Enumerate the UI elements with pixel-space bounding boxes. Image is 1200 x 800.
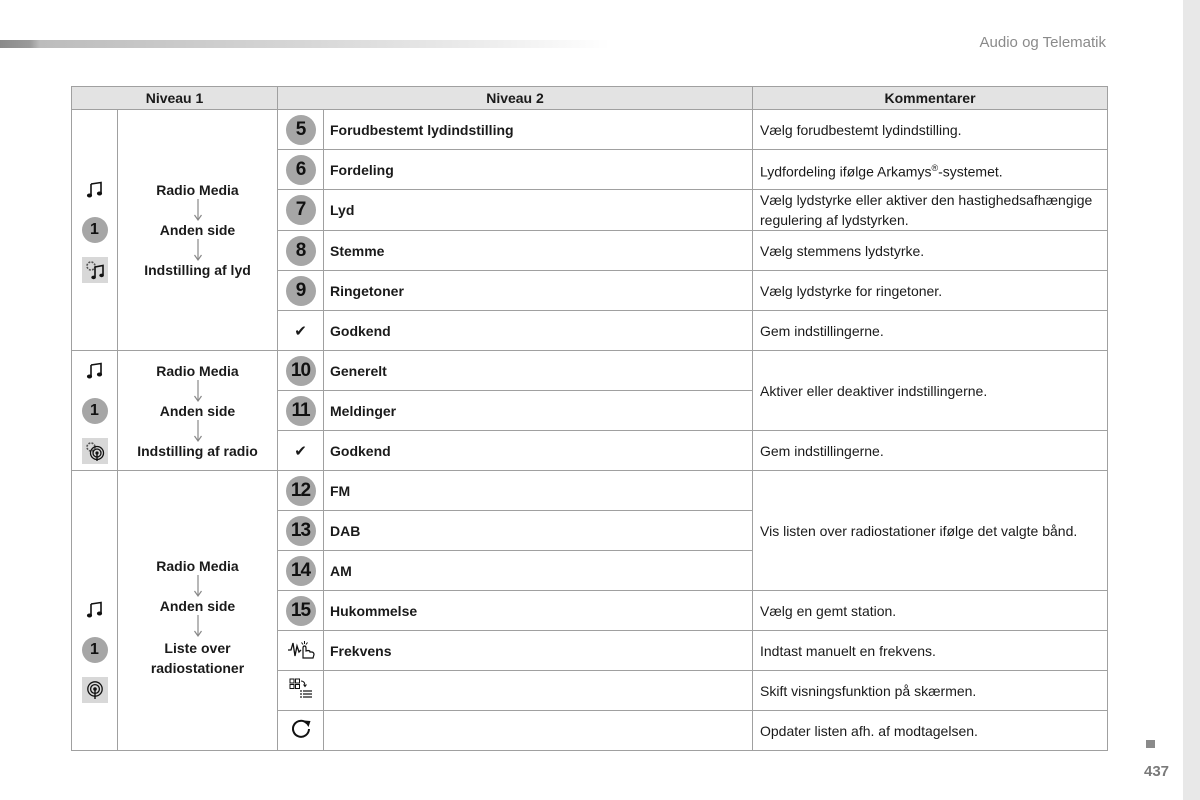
comment-cell: Vælg en gemt station. <box>753 591 1108 631</box>
number-badge: 14 <box>286 556 316 586</box>
column-header-kommentarer: Kommentarer <box>753 87 1108 110</box>
badge-cell <box>278 231 324 271</box>
badge-cell <box>278 271 324 311</box>
page-edge-bar <box>1183 0 1200 800</box>
table-row <box>72 351 1108 391</box>
path-step-radio-media: Radio Media <box>156 362 239 379</box>
comment-cell: Opdater listen afh. af modtagelsen. <box>753 711 1108 751</box>
option-label: DAB <box>324 511 753 551</box>
comment-cell: Vælg lydstyrke eller aktiver den hastighedsafhængige regulering af lydstyrken. <box>753 190 1108 231</box>
page-marker <box>1146 740 1155 748</box>
group-3-path <box>118 471 278 751</box>
music-note-icon <box>82 358 108 384</box>
radio-settings-icon <box>82 438 108 464</box>
table-header-row <box>72 87 1108 110</box>
header-decor-bar <box>0 40 610 48</box>
badge-cell <box>278 110 324 150</box>
option-label: FM <box>324 471 753 511</box>
badge-cell <box>278 591 324 631</box>
frequency-hand-icon <box>287 638 315 660</box>
number-badge: 15 <box>286 596 316 626</box>
badge-cell <box>278 391 324 431</box>
number-badge: 7 <box>286 195 316 225</box>
path-step-anden-side: Anden side <box>159 222 236 238</box>
arrow-down-icon <box>193 574 203 598</box>
comment-cell: Gem indstillingerne. <box>753 311 1108 351</box>
number-badge: 13 <box>286 516 316 546</box>
comment-cell: Vælg forudbestemt lydindstilling. <box>753 110 1108 150</box>
comment-cell: Gem indstillingerne. <box>753 431 1108 471</box>
arrow-down-icon <box>193 379 203 403</box>
column-header-niveau-2: Niveau 2 <box>278 87 753 110</box>
page-1-badge: 1 <box>82 637 108 663</box>
path-step-anden-side: Anden side <box>159 402 236 419</box>
option-label: Hukommelse <box>324 591 753 631</box>
arrow-down-icon <box>193 419 203 443</box>
badge-cell <box>278 311 324 351</box>
arrow-down-icon <box>193 238 203 262</box>
badge-cell <box>278 471 324 511</box>
table-row <box>72 471 1108 511</box>
badge-cell <box>278 150 324 190</box>
group-2-path <box>118 351 278 471</box>
badge-cell <box>278 511 324 551</box>
page-number: 437 <box>1144 763 1170 780</box>
badge-cell <box>278 711 324 751</box>
comment-cell: Vælg stemmens lydstyrke. <box>753 231 1108 271</box>
path-step-indstilling-af-lyd: Indstilling af lyd <box>144 262 251 278</box>
option-label: Ringetoner <box>324 271 753 311</box>
comment-cell: Vælg lydstyrke for ringetoner. <box>753 271 1108 311</box>
page-1-badge: 1 <box>82 217 108 243</box>
comment-cell: Aktiver eller deaktiver indstillingerne. <box>753 351 1108 431</box>
option-label: Godkend <box>324 431 753 471</box>
path-step-liste-over-radiostationer: Liste over radiostationer <box>150 640 245 676</box>
option-label: Generelt <box>324 351 753 391</box>
comment-cell: Skift visningsfunktion på skærmen. <box>753 671 1108 711</box>
number-badge: 12 <box>286 476 316 506</box>
display-mode-icon <box>288 677 314 701</box>
radio-icon <box>82 677 108 703</box>
option-label: Frekvens <box>324 631 753 671</box>
comment-cell: Vis listen over radiostationer ifølge det valgte bånd. <box>753 471 1108 591</box>
check-icon: ✔ <box>294 442 307 460</box>
badge-cell <box>278 671 324 711</box>
option-label: Lyd <box>324 190 753 231</box>
refresh-icon <box>289 717 313 741</box>
option-label: Meldinger <box>324 391 753 431</box>
group-1-icons <box>72 110 118 351</box>
number-badge: 8 <box>286 236 316 266</box>
page-1-badge: 1 <box>82 398 108 424</box>
number-badge: 5 <box>286 115 316 145</box>
group-1-path <box>118 110 278 351</box>
option-label: Forudbestemt lydindstilling <box>324 110 753 150</box>
path-step-radio-media: Radio Media <box>156 182 239 198</box>
header-title: Audio og Telematik <box>979 34 1106 51</box>
sound-settings-icon <box>82 257 108 283</box>
path-step-radio-media: Radio Media <box>156 558 239 574</box>
badge-cell <box>278 431 324 471</box>
option-label: Stemme <box>324 231 753 271</box>
music-note-icon <box>82 597 108 623</box>
number-badge: 6 <box>286 155 316 185</box>
comment-cell: Lydfordeling ifølge Arkamys®-systemet. <box>753 150 1108 190</box>
badge-cell <box>278 551 324 591</box>
table-row <box>72 110 1108 150</box>
option-label <box>324 671 753 711</box>
music-note-icon <box>82 177 108 203</box>
option-label <box>324 711 753 751</box>
option-label: AM <box>324 551 753 591</box>
badge-cell <box>278 351 324 391</box>
settings-table <box>71 86 1108 751</box>
check-icon: ✔ <box>294 322 307 340</box>
number-badge: 9 <box>286 276 316 306</box>
arrow-down-icon <box>193 198 203 222</box>
arrow-down-icon <box>193 614 203 638</box>
badge-cell <box>278 631 324 671</box>
path-step-indstilling-af-radio: Indstilling af radio <box>137 442 258 459</box>
path-step-anden-side: Anden side <box>159 598 236 614</box>
number-badge: 10 <box>286 356 316 386</box>
group-3-icons <box>72 471 118 751</box>
comment-cell: Indtast manuelt en frekvens. <box>753 631 1108 671</box>
group-2-icons <box>72 351 118 471</box>
badge-cell <box>278 190 324 231</box>
option-label: Fordeling <box>324 150 753 190</box>
column-header-niveau-1: Niveau 1 <box>72 87 278 110</box>
option-label: Godkend <box>324 311 753 351</box>
number-badge: 11 <box>286 396 316 426</box>
